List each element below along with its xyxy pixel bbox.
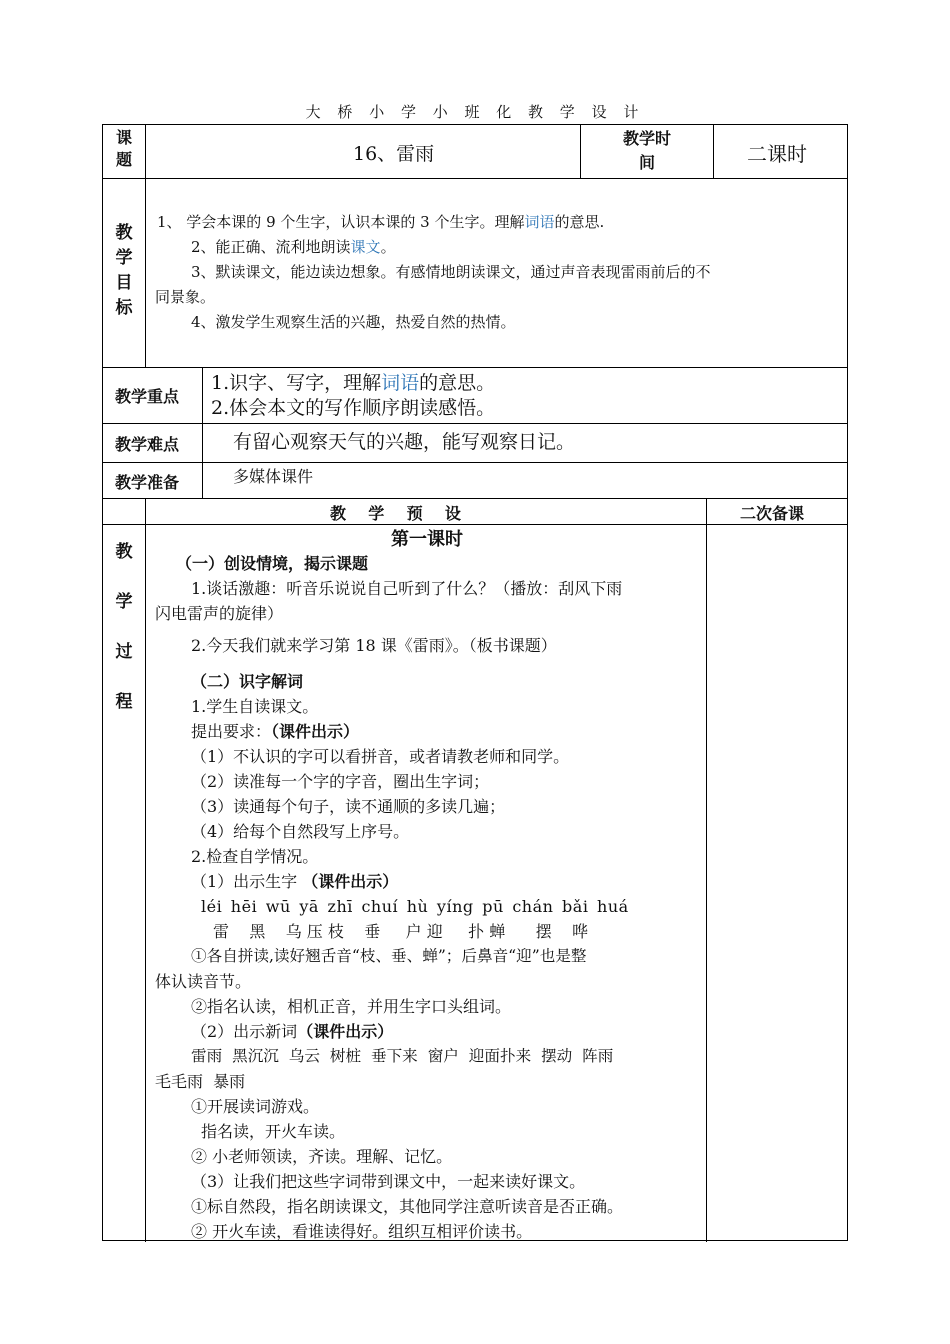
section-1-title: （一）创设情境，揭示课题 (176, 554, 369, 573)
text-line: ①标自然段，指名朗读课文，其他同学注意听读音是否正确。 (191, 1197, 624, 1216)
goal-item-1: 1、 学会本课的 9 个生字，认识本课的 3 个生字。理解词语的意思. (157, 213, 605, 231)
text-line: 2.检查自学情况。 (191, 847, 319, 866)
preparation-label: 教学准备 (115, 473, 180, 492)
column-divider (202, 367, 203, 498)
text-line: （4）给每个自然段写上序号。 (191, 822, 410, 841)
row-divider (103, 367, 847, 368)
text-line: 指名读，开火车读。 (201, 1122, 346, 1141)
column-divider (145, 498, 146, 1242)
text-line: （3）让我们把这些字词带到课文中，一起来读好课文。 (191, 1172, 586, 1191)
text-line: （1）不认识的字可以看拼音，或者请教老师和同学。 (191, 747, 570, 766)
key-points-label: 教学重点 (115, 387, 180, 406)
preparation-value: 多媒体课件 (233, 467, 314, 486)
process-header: 教 学 预 设 (330, 504, 461, 523)
text-line: 2.今天我们就来学习第 18 课《雷雨》。（板书课题） (191, 636, 557, 655)
document-title: 大 桥 小 学 小 班 化 教 学 设 计 (305, 103, 645, 121)
lesson-plan-table (102, 124, 848, 1241)
characters-line: 雷 黑 乌 压 枝 垂 户 迎 扑 蝉 摆 哗 (213, 922, 589, 941)
text-line: （2）出示新词（课件出示） (191, 1022, 394, 1041)
section-2-title: （二）识字解词 (191, 672, 304, 691)
text-line: （1）出示生字 （课件出示） (191, 872, 399, 891)
lesson-title: 第一课时 (391, 529, 463, 550)
vocabulary-line: 毛毛雨 暴雨 (155, 1072, 246, 1091)
column-divider (145, 125, 146, 367)
text-line: 1.学生自读课文。 (191, 697, 319, 716)
text-line: ② 开火车读，看谁读得好。组织互相评价读书。 (191, 1222, 533, 1241)
text-line: ②指名认读，相机正音，并用生字口头组词。 (191, 997, 512, 1016)
column-divider (580, 125, 581, 178)
pinyin-line: léi hēi wū yā zhī chuí hù yíng pū chán bǎi huá (201, 897, 629, 916)
text-line: （2）读准每一个字的字音，圈出生字词； (191, 772, 490, 791)
time-value: 二课时 (747, 142, 807, 166)
goal-item-2: 2、能正确、流利地朗读课文。 (191, 238, 396, 256)
text-line: ①开展读词游戏。 (191, 1097, 320, 1116)
text-line: 闪电雷声的旋律） (155, 604, 284, 623)
column-divider (713, 125, 714, 178)
goal-item-3: 3、默读课文，能边读边想象。有感情地朗读课文，通过声音表现雷雨前后的不 (191, 263, 711, 281)
row-divider (103, 462, 847, 463)
difficulty-value: 有留心观察天气的兴趣，能写观察日记。 (233, 431, 576, 453)
topic-label: 课题 (115, 128, 132, 169)
row-divider (103, 524, 847, 525)
row-divider (103, 178, 847, 179)
row-divider (103, 498, 847, 499)
goals-label: 教学目标 (115, 223, 133, 318)
difficulty-label: 教学难点 (115, 435, 180, 454)
text-line: ①各自拼读,读好翘舌音“枝、垂、蝉”；后鼻音“迎”也是整 (191, 947, 587, 965)
text-line: ② 小老师领读，齐读。理解、记忆。 (191, 1147, 453, 1166)
second-prep-header: 二次备课 (740, 504, 805, 523)
time-label: 教学时间 (622, 129, 671, 172)
process-label: 教学过程 (115, 542, 133, 712)
vocabulary-line: 雷雨 黑沉沉 乌云 树桩 垂下来 窗户 迎面扑来 摆动 阵雨 (191, 1047, 614, 1065)
goal-item-3-cont: 同景象。 (155, 288, 216, 306)
text-line: 提出要求：（课件出示） (191, 722, 360, 741)
key-point-1: 1.识字、写字，理解词语的意思。 (211, 372, 496, 394)
topic-value: 16、雷雨 (353, 143, 435, 165)
key-point-2: 2.体会本文的写作顺序朗读感悟。 (211, 397, 496, 419)
text-line: 1.谈话激趣：听音乐说说自己听到了什么？（播放：刮风下雨 (191, 579, 623, 598)
text-line: （3）读通每个句子，读不通顺的多读几遍； (191, 797, 506, 816)
row-divider (103, 423, 847, 424)
text-line: 体认读音节。 (155, 972, 252, 991)
column-divider (706, 498, 707, 1242)
goal-item-4: 4、激发学生观察生活的兴趣，热爱自然的热情。 (191, 313, 516, 331)
